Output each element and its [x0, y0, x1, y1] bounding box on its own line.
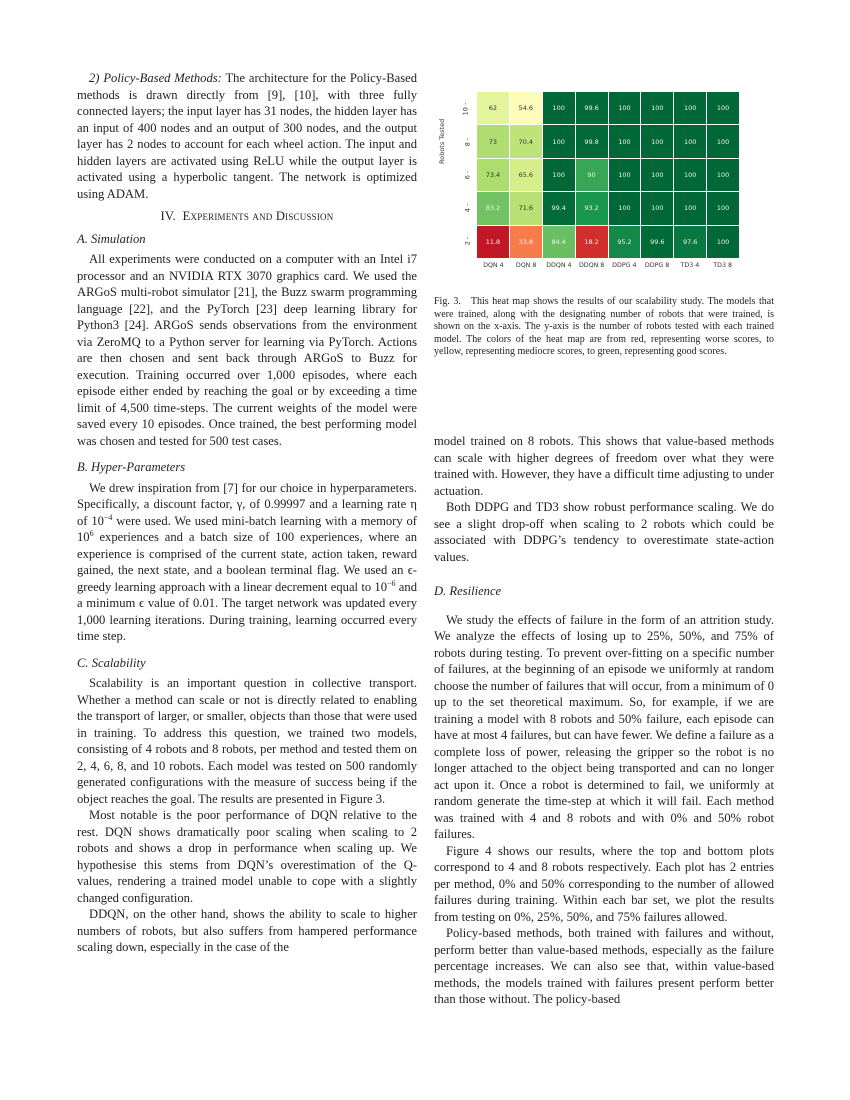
heatmap-cell: 65.6 [510, 159, 542, 191]
subsection-simulation: A. Simulation [77, 231, 146, 246]
heatmap-cell: 73.4 [477, 159, 509, 191]
heatmap-cell: 100 [609, 92, 641, 124]
y-tick-label: 6 - [463, 170, 472, 180]
section-heading: IV. Experiments and Discussion [160, 209, 334, 223]
x-tick-label: DDQN 8 [578, 262, 605, 269]
heatmap-cell: 95.2 [609, 226, 641, 258]
scalability-paragraph-1: Scalability is an important question in collective transport. Whether a method can scale or not is directly related to enabling the transport of larger, or smaller, objects than those that were used in training. To address this question, we trained two models, consisting of 4 robots and 8 robots, per method and tested them on 2, 4, 6, 8, and 10 robots. Each model was tested on 500 randomly generated configurations with the measure of success being if the object reaches the goal. The results are presented in Figure 3. [77, 676, 417, 806]
heatmap-cell: 100 [543, 125, 575, 157]
heatmap-figure [440, 92, 760, 282]
figure-caption: Fig. 3. This heat map shows the results of our scalability study. The models that were trained, along with the designating number of robots that were trained, is shown on the x-axis. The y-axis is the number of robots tested with each trained model. The colors of the heat map are from red, representing worse scores, to yellow, representing mediocre scores, to green, representing good scores. [434, 296, 774, 357]
heatmap-cell: 100 [641, 192, 673, 224]
heatmap-cell: 100 [674, 192, 706, 224]
y-axis-label: Robots Tested [438, 118, 446, 164]
heatmap-cell: 99.4 [543, 192, 575, 224]
x-tick-label: DQN 4 [483, 262, 504, 269]
ddpg-td3-paragraph: Both DDPG and TD3 show robust performance scaling. We do see a slight drop-off when scaling to 2 robots which could be associated with DDPG’s tendency to overestimate state-action values. [434, 500, 774, 564]
heatmap-cell: 100 [707, 192, 739, 224]
heatmap-cell: 100 [543, 92, 575, 124]
policy-paragraph: 2) Policy-Based Methods: The architecture for the Policy-Based methods is drawn directly from [9], [10], with three fully connected layers; the input layer has 31 nodes, the hidden layer has an input of 400 nodes and an output of 300 nodes, and the output layer has 2 nodes to account for each wheel action. The input and hidden layers are activated using ReLU while the output layer is activated using a hyperbolic tangent. The network is optimized using ADAM. [77, 71, 418, 201]
heatmap-cell: 100 [674, 92, 706, 124]
x-axis-ticks [477, 260, 739, 269]
heatmap-cell: 100 [641, 125, 673, 157]
right-column [434, 433, 774, 1008]
heatmap-cell: 99.6 [576, 92, 608, 124]
heatmap-cell: 100 [609, 125, 641, 157]
scalability-paragraph-3: DDQN, on the other hand, shows the ability to scale to higher numbers of robots, but also suffers from hampered performance scaling down, especially in the case of the [77, 907, 417, 954]
heatmap-cell: 84.4 [543, 226, 575, 258]
heatmap-cell: 70.4 [510, 125, 542, 157]
heatmap-cell: 54.6 [510, 92, 542, 124]
left-column [77, 70, 417, 956]
y-tick-label: 2 - [463, 237, 472, 246]
heatmap-cell: 71.6 [510, 192, 542, 224]
heatmap-cell: 100 [641, 92, 673, 124]
x-tick-label: TD3 4 [680, 262, 700, 269]
heatmap-cell: 100 [641, 159, 673, 191]
hyperparameters-paragraph: We drew inspiration from [7] for our choice in hyperparameters. Specifically, a discount factor, γ, of 0.99997 and a learning rate η of $10^{-4}$ were used. We used mini-batch learning with a memory of $10^6$ experiences and a batch size of 100 experiences, where an experience is comprised of the current state, action taken, reward gained, the next state, and a boolean terminal flag. We used an ϵ-greedy learning approach with a linear decrement equal to $10^{-6}$ and a minimum ϵ value of 0.01. The target network was updated every 1,000 learning iterations. During training, learning occurred every time step. [77, 480, 417, 643]
y-tick-label: 4 - [463, 203, 472, 213]
heatmap-cell: 100 [674, 159, 706, 191]
resilience-paragraph-3: Policy-based methods, both trained with failures and without, perform better than value-based methods, especially as the failure percentage increases. We can also see that, within value-based methods, the models trained with failures present perform better than those without. The policy-based [434, 926, 774, 1006]
heatmap-cell: 100 [609, 192, 641, 224]
heatmap-cell: 90 [576, 159, 608, 191]
heatmap-cell: 97.6 [674, 226, 706, 258]
heatmap-cell: 99.8 [576, 125, 608, 157]
subsection-scalability: C. Scalability [77, 655, 146, 670]
heatmap-cell: 33.8 [510, 226, 542, 258]
x-tick-label: DDPG 4 [612, 262, 637, 269]
scalability-paragraph-2: Most notable is the poor performance of DQN relative to the rest. DQN shows dramatically poor scaling when scaling to 2 robots and shows a drop in performance when scaling up. We hypothesise this stems from DQN’s overestimation of the Q-values, rendering a trained model unable to cope with a slightly changed configuration. [77, 808, 417, 905]
y-tick-label: 8 - [463, 137, 472, 146]
heatmap-grid [477, 92, 739, 258]
heatmap-cell: 100 [543, 159, 575, 191]
heatmap-cell: 73 [477, 125, 509, 157]
simulation-paragraph: All experiments were conducted on a computer with an Intel i7 processor and an NVIDIA RTX 3070 graphics card. We used the ARGoS multi-robot simulator [21], the Buzz swarm programming language [22], and the PyTorch [23] deep learning library for Python3 [24]. ARGoS sends observations from the environment via ZeroMQ to a Python server for learning via PyTorch. Actions are then chosen and sent back through ARGoS to Buzz for execution. Training occurred over 1,000 episodes, where each episode either ended by reaching the goal or by exceeding a time limit of 4,500 time-steps. The current weights of the model were saved every 10 episodes. Once trained, the best performing model was chosen and tested for 500 test cases. [77, 252, 417, 448]
heatmap-cell: 93.2 [576, 192, 608, 224]
x-tick-label: TD3 8 [713, 262, 732, 269]
heatmap-cell: 11.8 [477, 226, 509, 258]
subsection-resilience: D. Resilience [434, 584, 502, 598]
resilience-paragraph-1: We study the effects of failure in the form of an attrition study. We analyze the effects of losing up to 25%, 50%, and 75% of robots during testing. To prevent over-fitting on a specific number of failures, at the beginning of an episode we uniformly at random choose the number of failures that will occur, from a minimum of 0 up to the set theoretical maximum. So, for example, if we are training a model with 8 robots and 50% failure, each episode can have at most 4 failures, but can have fewer. We define a failure as a complete loss of power, releasing the gripper so the robot is no longer attached to the object being transported and can no longer act upon it. Once a robot is determined to fail, we uniformly at random generate the time-step at which it will fail. Each method was trained with 4 and 8 robots and with 0% and 50% robot failures. [434, 612, 774, 841]
heatmap-cell: 100 [707, 159, 739, 191]
heatmap-cell: 100 [707, 92, 739, 124]
figure-label: Fig. 3. [434, 296, 461, 307]
heatmap-cell: 100 [707, 226, 739, 258]
heatmap-cell: 18.2 [576, 226, 608, 258]
x-tick-label: DQN 8 [515, 262, 537, 269]
continuation-paragraph: model trained on 8 robots. This shows that value-based methods can scale with higher degrees of freedom over what they were trained with. However, they have a difficult time adjusting to under actuation. [434, 434, 774, 498]
heatmap-cell: 100 [707, 125, 739, 157]
heatmap-cell: 99.6 [641, 226, 673, 258]
policy-heading: 2) Policy-Based Methods: [89, 71, 222, 85]
x-tick-label: DDPG 8 [644, 262, 670, 269]
heatmap-cell: 100 [609, 159, 641, 191]
heatmap-cell: 62 [477, 92, 509, 124]
y-tick-label: 10 - [461, 102, 470, 115]
x-tick-label: DDQN 4 [546, 262, 572, 269]
heatmap-cell: 100 [674, 125, 706, 157]
subsection-hyperparameters: B. Hyper-Parameters [77, 460, 186, 474]
y-axis-ticks [456, 92, 476, 258]
heatmap-cell: 83.2 [477, 192, 509, 224]
resilience-paragraph-2: Figure 4 shows our results, where the top and bottom plots correspond to 4 and 8 robots respectively. Each plot has 2 entries per method, 0% and 50% corresponding to the number of allowed failures during training. Within each bar set, we plot the results from testing on 0%, 25%, 50%, and 75% failures allowed. [434, 843, 774, 924]
